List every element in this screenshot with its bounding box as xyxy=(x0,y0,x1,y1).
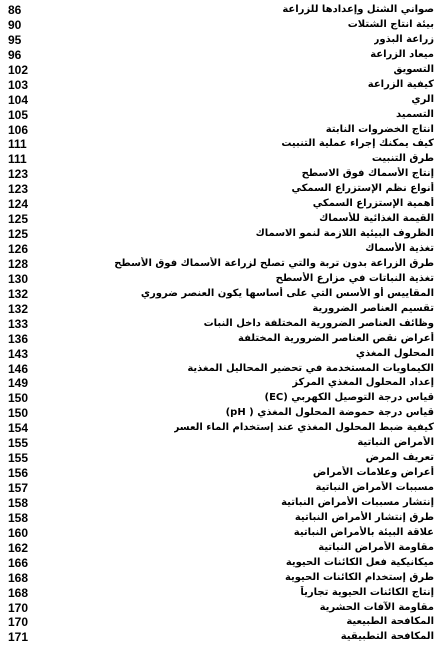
toc-entry xyxy=(0,287,438,302)
toc-entry xyxy=(0,601,438,616)
toc-page-number: 143 xyxy=(8,346,29,361)
toc-page-number: 155 xyxy=(8,451,29,466)
toc-entry xyxy=(0,227,438,242)
toc-page-number: 105 xyxy=(8,107,29,122)
toc-entry-title: إعداد المحلول المغذي المركز xyxy=(292,377,434,389)
toc-entry xyxy=(0,376,438,391)
toc-page-number: 96 xyxy=(8,47,22,62)
toc-entry-title: التسميد xyxy=(395,108,434,120)
toc-entry xyxy=(0,257,438,272)
toc-entry-title: مقاومة الآفات الحشرية xyxy=(319,601,434,613)
toc-entry-title: الأمراض النباتية xyxy=(357,437,434,449)
toc-page-number: 158 xyxy=(8,510,29,525)
toc-entry-title: قياس درجة التوصيل الكهربي (EC) xyxy=(264,392,434,404)
toc-entry-title: طرق الزراعة بدون تربة والتي تصلح لزراعة الأسماك فوق الأسطح xyxy=(114,257,434,269)
toc-entry xyxy=(0,63,438,78)
toc-entry-title: أنواع نظم الإستزراع السمكي xyxy=(291,183,434,195)
toc-entry-title: ميعاد الزراعة xyxy=(370,48,434,60)
toc-entry-title: كيفية الزراعة xyxy=(367,78,434,90)
toc-entry-title: تغذية النباتات في مزارع الأسطح xyxy=(275,272,434,284)
toc-entry xyxy=(0,541,438,556)
toc-entry xyxy=(0,421,438,436)
toc-page-number: 136 xyxy=(8,331,29,346)
toc-entry-title: طرق إستخدام الكائنات الحيوية xyxy=(284,571,434,583)
toc-entry xyxy=(0,123,438,138)
toc-page-number: 102 xyxy=(8,62,29,77)
toc-entry-title: المقاييس أو الأسس التي على أساسها يكون العنصر ضروري xyxy=(140,287,434,299)
toc-entry xyxy=(0,197,438,212)
table-of-contents xyxy=(0,3,438,645)
toc-page-number: 155 xyxy=(8,436,29,451)
toc-page-number: 158 xyxy=(8,495,29,510)
toc-page-number: 126 xyxy=(8,242,29,256)
toc-entry xyxy=(0,48,438,63)
toc-page-number: 132 xyxy=(8,301,29,316)
toc-entry-title: المحلول المغذي xyxy=(355,347,434,359)
toc-page-number: 95 xyxy=(8,32,22,47)
toc-page-number: 162 xyxy=(8,540,29,555)
toc-entry-title: إنتاج الأسماك فوق الاسطح xyxy=(301,168,434,180)
toc-page-number: 150 xyxy=(8,391,29,406)
toc-entry-title: كيفية ضبط المحلول المغذي عند إستخدام الماء العسر xyxy=(173,422,434,434)
toc-entry xyxy=(0,526,438,541)
toc-page-number: 103 xyxy=(8,77,29,92)
toc-page-number: 171 xyxy=(8,630,29,645)
toc-entry xyxy=(0,586,438,601)
toc-entry-title: التسويق xyxy=(393,63,434,75)
toc-entry xyxy=(0,406,438,421)
toc-entry-title: الري xyxy=(411,93,434,105)
toc-page-number: 123 xyxy=(8,167,29,182)
toc-page-number: 166 xyxy=(8,555,29,570)
toc-entry-title: الكيماويات المستخدمة في تحضير المحاليل المغذية xyxy=(187,362,434,374)
toc-page-number: 124 xyxy=(8,197,29,212)
toc-entry-title: إنتشار مسببات الأمراض النباتية xyxy=(281,496,434,508)
toc-entry xyxy=(0,496,438,511)
toc-entry xyxy=(0,436,438,451)
toc-entry xyxy=(0,481,438,496)
toc-entry-title: طرق التنبيت xyxy=(371,153,434,165)
toc-entry-title: إنتاج الكائنات الحيوية تجارياً xyxy=(300,586,434,598)
toc-entry xyxy=(0,3,438,18)
toc-page-number: 111 xyxy=(8,152,27,167)
toc-entry xyxy=(0,242,438,257)
toc-entry xyxy=(0,317,438,332)
toc-entry xyxy=(0,167,438,182)
toc-page-number: 170 xyxy=(8,615,29,630)
toc-entry xyxy=(0,78,438,93)
toc-entry-title: كيف يمكنك إجراء عملية التنبيت xyxy=(281,138,434,150)
toc-entry xyxy=(0,108,438,123)
toc-entry-title: مسببات الأمراض النباتية xyxy=(315,482,434,493)
toc-page-number: 156 xyxy=(8,466,29,481)
toc-entry xyxy=(0,272,438,287)
toc-entry-title: تعريف المرض xyxy=(365,452,434,464)
toc-entry-title: مقاومة الأمراض النباتية xyxy=(318,541,434,553)
toc-entry-title: الظروف البيئية اللازمة لنمو الاسماك xyxy=(255,228,434,240)
toc-page-number: 104 xyxy=(8,92,29,107)
toc-page-number: 130 xyxy=(8,271,29,286)
toc-page-number: 125 xyxy=(8,227,29,242)
toc-page-number: 125 xyxy=(8,212,29,227)
toc-page-number: 168 xyxy=(8,570,29,585)
toc-entry xyxy=(0,137,438,152)
toc-entry xyxy=(0,466,438,481)
toc-page-number: 133 xyxy=(8,316,29,331)
toc-entry xyxy=(0,362,438,377)
toc-page-number: 154 xyxy=(8,421,29,436)
toc-entry-title: تغذية الأسماك xyxy=(365,243,434,254)
toc-entry-title: صواني الشتل وإعدادها للزراعة xyxy=(282,4,434,15)
toc-page-number: 128 xyxy=(8,256,29,271)
toc-entry xyxy=(0,347,438,362)
toc-entry xyxy=(0,182,438,197)
toc-entry xyxy=(0,571,438,586)
toc-entry xyxy=(0,18,438,33)
toc-entry-title: انتاج الخضروات النابتة xyxy=(325,123,434,135)
toc-entry-title: وظائف العناصر الضرورية المختلفة داخل النبات xyxy=(203,317,434,329)
toc-page-number: 160 xyxy=(8,525,29,540)
toc-page-number: 106 xyxy=(8,122,29,137)
toc-entry xyxy=(0,511,438,526)
toc-page-number: 132 xyxy=(8,286,29,301)
toc-page-number: 150 xyxy=(8,406,29,421)
toc-entry xyxy=(0,630,438,645)
toc-entry xyxy=(0,152,438,167)
toc-entry-title: أهمية الإستزراع السمكي xyxy=(312,198,434,210)
toc-entry-title: زراعة البذور xyxy=(373,33,434,45)
toc-entry xyxy=(0,302,438,317)
toc-page-number: 123 xyxy=(8,182,29,197)
toc-entry-title: بيئة انتاج الشتلات xyxy=(347,18,434,30)
toc-page-number: 149 xyxy=(8,376,29,391)
toc-entry-title: طرق إنتشار الأمراض النباتية xyxy=(294,511,434,523)
toc-entry-title: القيمة الغذائية للأسماك xyxy=(319,213,434,225)
toc-page-number: 90 xyxy=(8,17,22,32)
toc-entry xyxy=(0,615,438,630)
toc-entry xyxy=(0,332,438,347)
toc-entry xyxy=(0,93,438,108)
toc-page-number: 86 xyxy=(8,3,22,17)
toc-entry-title: المكافحة الطبيعية xyxy=(346,616,434,628)
toc-entry-title: ميكانيكية فعل الكائنات الحيوية xyxy=(285,556,434,568)
toc-entry-title: علاقة البيئة بالأمراض النباتية xyxy=(293,526,434,538)
toc-page-number: 170 xyxy=(8,600,29,615)
toc-entry-title: قياس درجة حموضة المحلول المغذي ( pH) xyxy=(225,407,434,419)
toc-entry-title: المكافحة التطبيقية xyxy=(340,631,434,643)
toc-entry xyxy=(0,556,438,571)
toc-page-number: 157 xyxy=(8,481,29,495)
toc-entry xyxy=(0,391,438,406)
toc-page-number: 111 xyxy=(8,137,27,152)
toc-entry xyxy=(0,33,438,48)
toc-entry-title: تقسيم العناصر الضرورية xyxy=(312,302,434,314)
toc-entry xyxy=(0,212,438,227)
toc-entry-title: أعراض وعلامات الأمراض xyxy=(312,467,434,479)
toc-entry xyxy=(0,451,438,466)
toc-entry-title: أعراض نقص العناصر الضرورية المختلفة xyxy=(238,332,434,344)
toc-page-number: 146 xyxy=(8,361,29,376)
toc-page-number: 168 xyxy=(8,585,29,600)
